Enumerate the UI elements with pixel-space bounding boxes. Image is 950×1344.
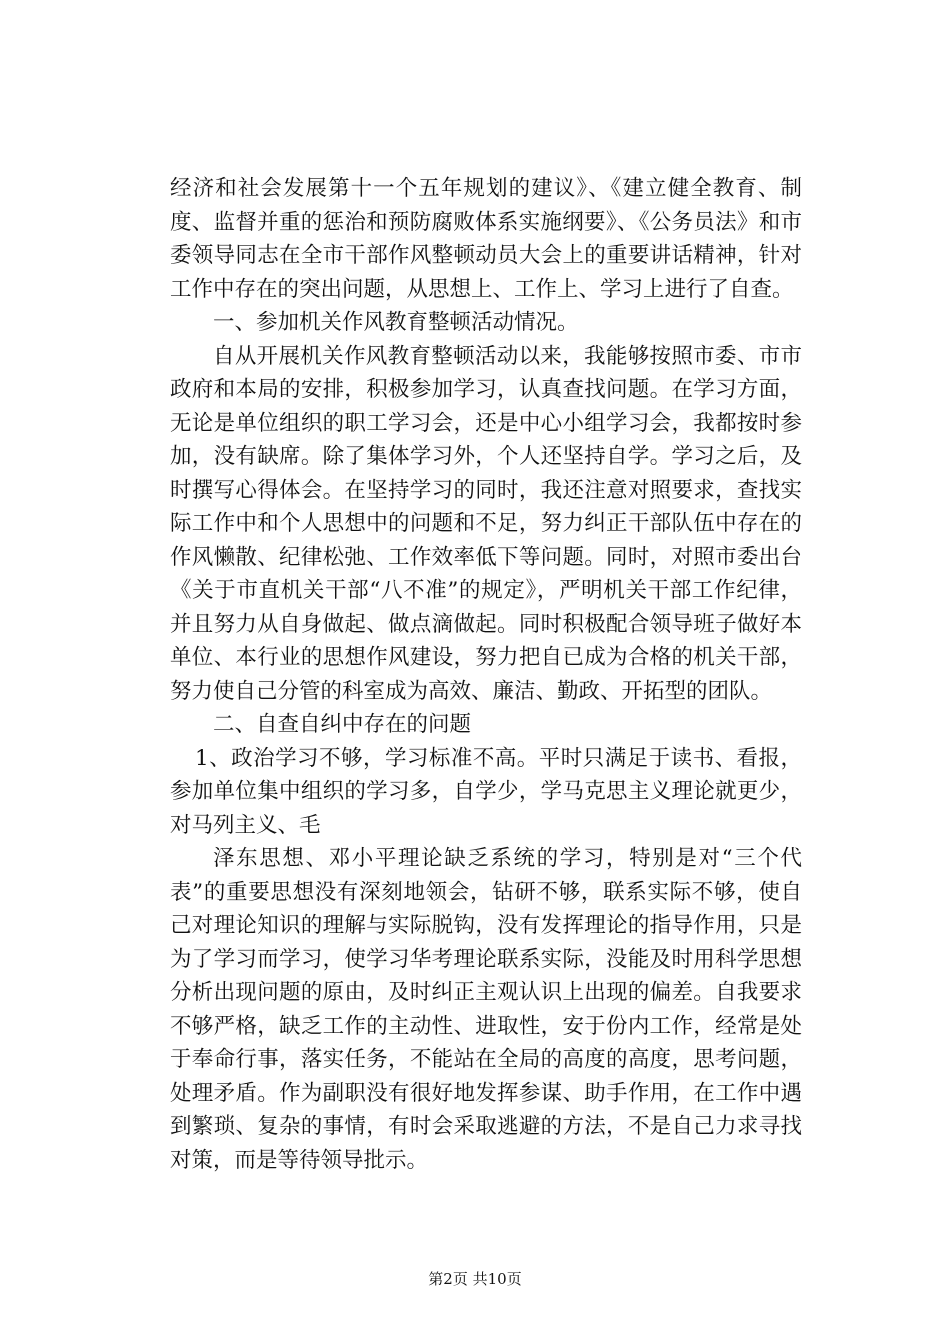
paragraph-problem-1: 1、政治学习不够，学习标准不高。平时只满足于读书、看报，参加单位集中组织的学习多，自学少，学马克思主义理论就更少，对马列主义、毛 xyxy=(170,745,802,838)
paragraph-continuation: 经济和社会发展第十一个五年规划的建议》、《建立健全教育、制度、监督并重的惩治和预防腐败体系实施纲要》、《公务员法》和市委领导同志在全市干部作风整顿动员大会上的重要讲话精神，针对工作中存在的突出问题，从思想上、工作上、学习上进行了自查。 xyxy=(170,176,802,302)
paragraph-problem-1-cont: 泽东思想、邓小平理论缺乏系统的学习，特别是对“三个代表”的重要思想没有深刻地领会，钻研不够，联系实际不够，使自己对理论知识的理解与实际脱钩，没有发挥理论的指导作用，只是为了学习而学习，使学习华考理论联系实际，没能及时用科学思想分析出现问题的原由，及时纠正主观认识上出现的偏差。自我要求不够严格，缺乏工作的主动性、进取性，安于份内工作，经常是处于奉命行事，落实任务，不能站在全局的高度的高度，思考问题，处理矛盾。作为副职没有很好地发挥参谋、助手作用，在工作中遇到繁琐、复杂的事情，有时会采取逃避的方法，不是自己力求寻找对策，而是等待领导批示。 xyxy=(170,846,802,1173)
section-heading-2: 二、自查自纠中存在的问题 xyxy=(213,712,472,737)
paragraph-participation: 自从开展机关作风教育整顿活动以来，我能够按照市委、市市政府和本局的安排，积极参加学习，认真查找问题。在学习方面，无论是单位组织的职工学习会，还是中心小组学习会，我都按时参加，没有缺席。除了集体学习外，个人还坚持自学。学习之后，及时撰写心得体会。在坚持学习的同时，我还注意对照要求，查找实际工作中和个人思想中的问题和不足，努力纠正干部队伍中存在的作风懒散、纪律松弛、工作效率低下等问题。同时，对照市委出台《关于市直机关干部“八不准”的规定》，严明机关干部工作纪律，并且努力从自身做起、做点滴做起。同时积极配合领导班子做好本单位、本行业的思想作风建设，努力把自已成为合格的机关干部，努力使自己分管的科室成为高效、廉洁、勤政、开拓型的团队。 xyxy=(170,343,802,704)
document-body xyxy=(170,172,802,1177)
section-heading-1: 一、参加机关作风教育整顿活动情况。 xyxy=(213,310,579,335)
page-number-footer: 第2页 共10页 xyxy=(428,1270,522,1288)
